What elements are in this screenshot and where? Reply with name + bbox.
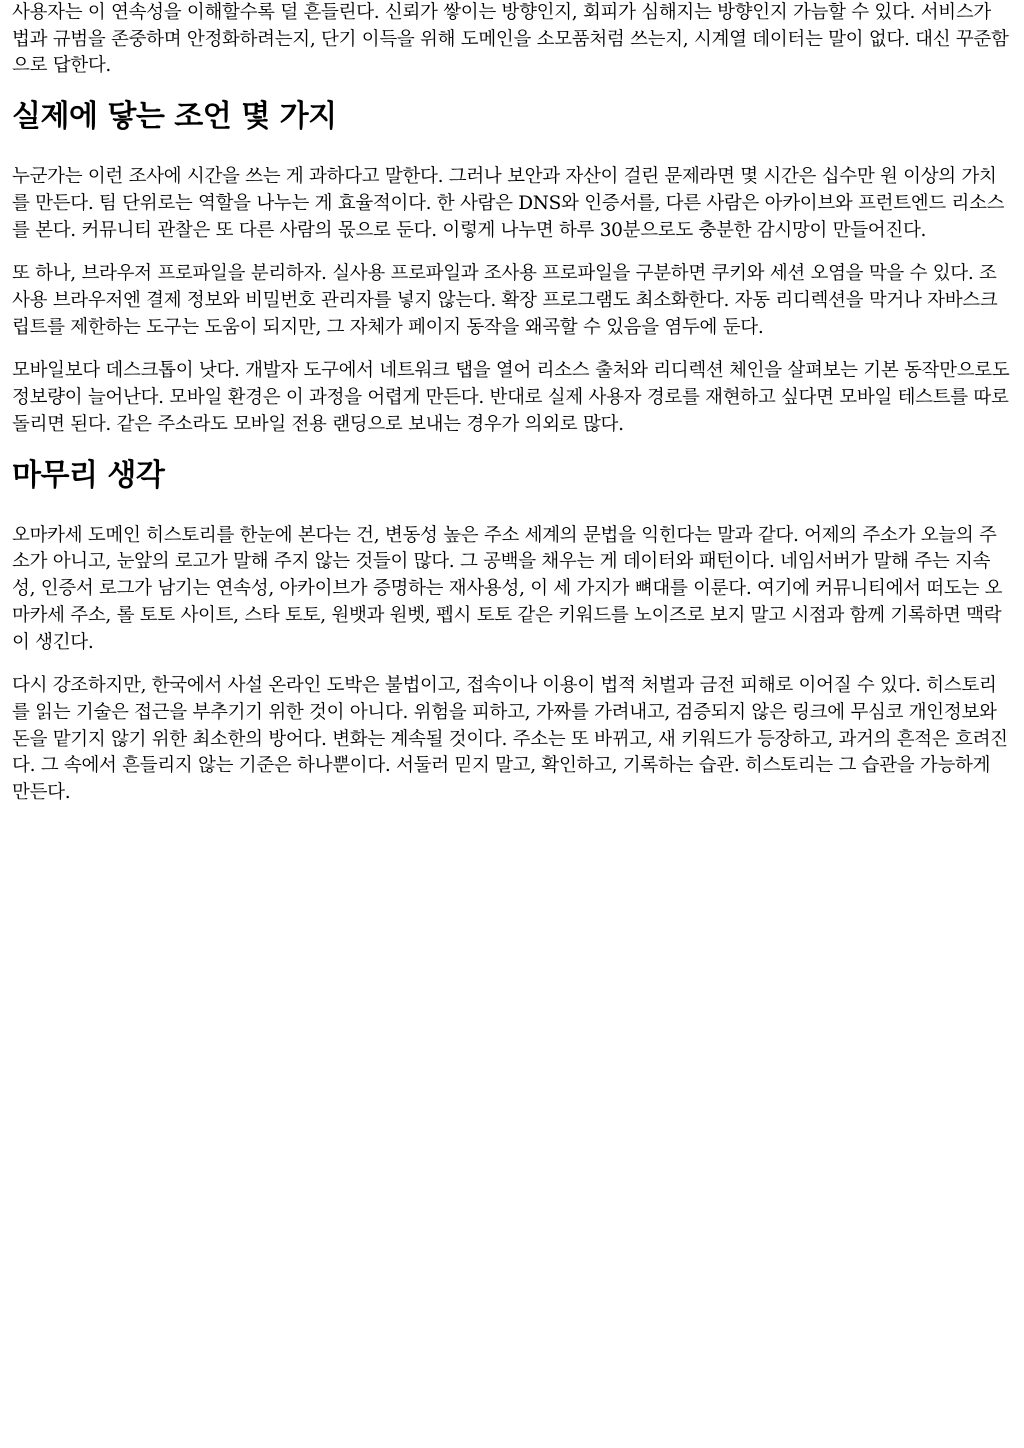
advice-paragraph-3: 모바일보다 데스크톱이 낫다. 개발자 도구에서 네트워크 탭을 열어 리소스 출처와 리디렉션 체인을 살펴보는 기본 동작만으로도 정보량이 늘어난다. 모바일 환경은 이 과정을 어렵게 만든다. 반대로 실제 사용자 경로를 재현하고 싶다면 모바일 테스트를 따로 돌리면 된다. 같은 주소라도 모바일 전용 랜딩으로 보내는 경우가 의외로 많다. xyxy=(12,360,1010,435)
closing-paragraph-1: 오마카세 도메인 히스토리를 한눈에 본다는 건, 변동성 높은 주소 세계의 문법을 익힌다는 말과 같다. 어제의 주소가 오늘의 주소가 아니고, 눈앞의 로고가 말해 주지 않는 것들이 많다. 그 공백을 채우는 게 데이터와 패턴이다. 네임서버가 말해 주는 지속성, 인증서 로그가 남기는 연속성, 아카이브가 증명하는 재사용성, 이 세 가지가 뼈대를 이룬다. 여기에 커뮤니티에서 떠도는 오마카세 주소, 롤 토토 사이트, 스타 토토, 원뱃과 원벳, 펩시 토토 같은 키워드를 노이즈로 보지 말고 시점과 함께 기록하면 맥락이 생긴다. xyxy=(12,524,1003,653)
closing-paragraph-2: 다시 강조하지만, 한국에서 사설 온라인 도박은 불법이고, 접속이나 이용이 법적 처벌과 금전 피해로 이어질 수 있다. 히스토리를 읽는 기술은 접근을 부추기기 위한 것이 아니다. 위험을 피하고, 가짜를 가려내고, 검증되지 않은 링크에 무심코 개인정보와 돈을 맡기지 않기 위한 최소한의 방어다. 변화는 계속될 것이다. 주소는 또 바뀌고, 새 키워드가 등장하고, 과거의 흔적은 흐려진다. 그 속에서 흔들리지 않는 기준은 하나뿐이다. 서둘러 믿지 말고, 확인하고, 기록하는 습관. 히스토리는 그 습관을 가능하게 만든다. xyxy=(12,675,1008,804)
section-heading-practical-advice: 실제에 닿는 조언 몇 가지 xyxy=(12,99,337,135)
advice-paragraph-1: 누군가는 이런 조사에 시간을 쓰는 게 과하다고 말한다. 그러나 보안과 자산이 걸린 문제라면 몇 시간은 십수만 원 이상의 가치를 만든다. 팀 단위로는 역할을 나누는 게 효율적이다. 한 사람은 DNS와 인증서를, 다른 사람은 아카이브와 프런트엔드 리소스를 본다. 커뮤니티 관찰은 또 다른 사람의 몫으로 둔다. 이렇게 나누면 하루 30분으로도 충분한 감시망이 만들어진다. xyxy=(12,166,1005,241)
advice-paragraph-2: 또 하나, 브라우저 프로파일을 분리하자. 실사용 프로파일과 조사용 프로파일을 구분하면 쿠키와 세션 오염을 막을 수 있다. 조사용 브라우저엔 결제 정보와 비밀번호 관리자를 넣지 않는다. 확장 프로그램도 최소화한다. 자동 리디렉션을 막거나 자바스크립트를 제한하는 도구는 도움이 되지만, 그 자체가 페이지 동작을 왜곡할 수 있음을 염두에 둔다. xyxy=(12,263,998,338)
section-heading-closing-thoughts: 마무리 생각 xyxy=(12,457,165,493)
article-body xyxy=(12,0,1012,807)
intro-paragraph: 사용자는 이 연속성을 이해할수록 덜 흔들린다. 신뢰가 쌓이는 방향인지, 회피가 심해지는 방향인지 가늠할 수 있다. 서비스가 법과 규범을 존중하며 안정화하려는지, 단기 이득을 위해 도메인을 소모품처럼 쓰는지, 시계열 데이터는 말이 없다. 대신 꾸준함으로 답한다. xyxy=(12,2,1009,77)
